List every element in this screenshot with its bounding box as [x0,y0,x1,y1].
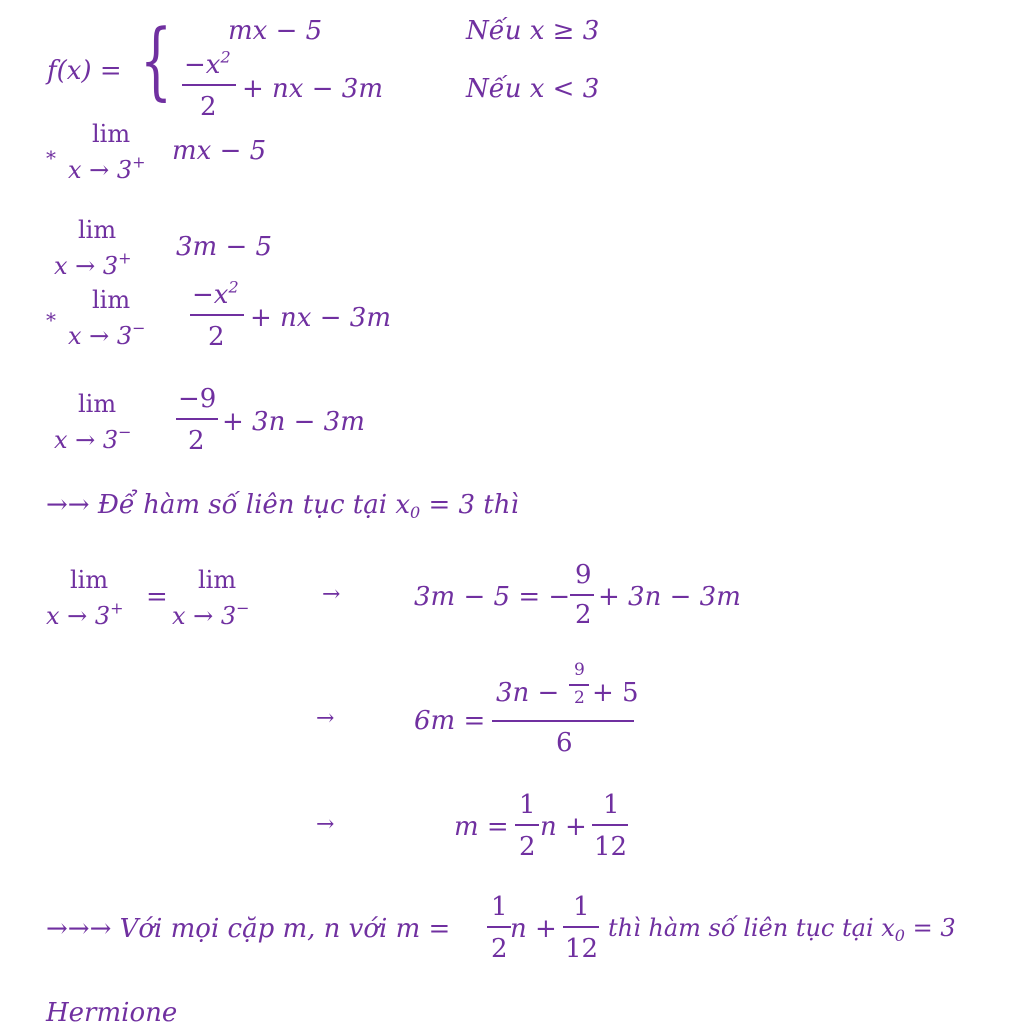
step1-lim: lim [92,120,131,148]
eq3-frac2-num: 1 [603,790,620,820]
eq2-num-frac-den: 2 [574,688,585,708]
eq1-frac-den: 2 [575,600,592,630]
case2-rest: + nx − 3m [242,74,383,104]
step2-expression: 3m − 5 [176,232,273,262]
eq2-num-a: 3n − [496,678,560,708]
implies-arrow-1: → [322,582,341,607]
eq3-frac2-den: 12 [594,832,628,862]
conclusion-frac1-num: 1 [491,892,508,922]
conclusion-prefix: →→→ Với mọi cặp m, n với m = [46,914,451,944]
step2-lim-subscript: x → 3+ [54,248,132,280]
conclusion-mid: n + [510,914,557,944]
step3-numerator: $-x^2$ [192,277,239,310]
implies-arrow-2: → [316,706,335,731]
continuity-condition: →→ Để hàm số liên tục tại $x_0 = 3$ thì [46,490,519,522]
eq1-frac-num: 9 [575,560,592,590]
step4-lim: lim [78,390,117,418]
step3-rest: + nx − 3m [250,303,391,333]
step4-lim-subscript: x → 3− [54,422,132,454]
eq-lim-right-subscript: x → 3− [172,598,250,630]
step1-bullet: * [46,146,56,170]
eq1-left: 3m − 5 = − [414,582,571,612]
case1-expression: mx − 5 [228,16,323,46]
eq-lim-right: lim [198,566,237,594]
step3-fraction-bar [190,314,244,316]
eq2-inner-fraction-bar [569,684,589,686]
case1-condition: Nếu x ≥ 3 [466,16,600,46]
eq2-num-b: + 5 [592,678,639,708]
eq3-left: m = [454,812,509,842]
step4-numerator: −9 [178,384,217,414]
eq2-fraction-bar [492,720,634,722]
eq-limits-equals: = [146,582,168,612]
step1-expression: mx − 5 [172,136,267,166]
signature: Hermione [46,998,178,1028]
case2-condition: Nếu x < 3 [466,74,600,104]
eq2-denominator: 6 [556,728,573,758]
step2-lim: lim [78,216,117,244]
step3-lim: lim [92,286,131,314]
piecewise-brace: { [140,11,173,109]
eq-lim-left: lim [70,566,109,594]
step1-lim-subscript: x → 3+ [68,152,146,184]
case2-fraction-bar [182,84,236,86]
eq3-frac1-num: 1 [519,790,536,820]
case2-denominator: 2 [200,92,217,122]
step3-denominator: 2 [208,322,225,352]
conclusion-suffix: thì hàm số liên tục tại $x_0 = 3$ [608,914,956,945]
case2-numerator: $-x^2$ [184,47,231,80]
eq-lim-left-subscript: x → 3+ [46,598,124,630]
conclusion-frac1-den: 2 [491,934,508,964]
eq3-fraction2-bar [592,824,628,826]
step4-rest: + 3n − 3m [222,407,365,437]
conclusion-fraction1-bar [487,926,511,928]
step3-lim-subscript: x → 3− [68,318,146,350]
conclusion-fraction2-bar [563,926,599,928]
eq2-num-frac-num: 9 [574,660,585,680]
implies-arrow-3: → [316,812,335,837]
function-name: f(x) = [47,56,122,86]
eq2-left: 6m = [414,706,486,736]
eq3-mid: n + [540,812,587,842]
eq1-fraction-bar [570,594,594,596]
conclusion-frac2-den: 12 [565,934,599,964]
step4-fraction-bar [176,418,218,420]
eq3-frac1-den: 2 [519,832,536,862]
step4-denominator: 2 [188,426,205,456]
eq3-fraction1-bar [515,824,539,826]
eq1-rest: + 3n − 3m [598,582,741,612]
conclusion-frac2-num: 1 [573,892,590,922]
step3-bullet: * [46,308,56,332]
